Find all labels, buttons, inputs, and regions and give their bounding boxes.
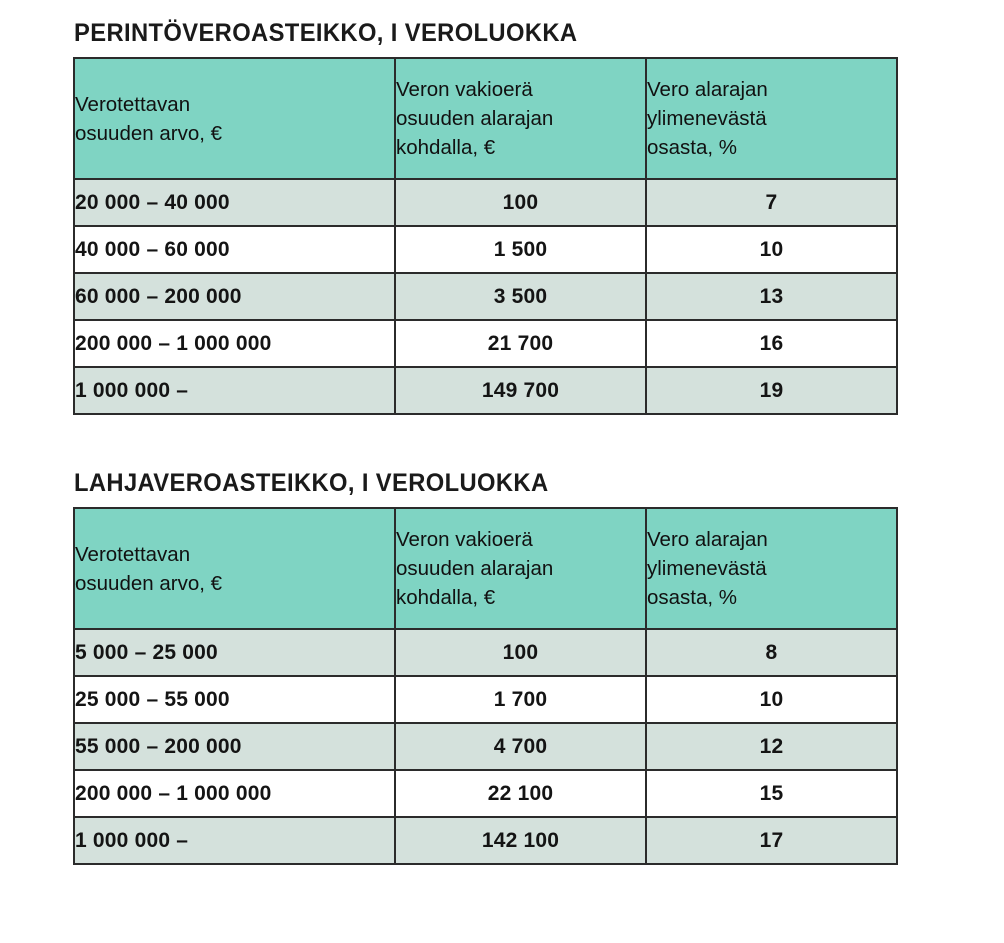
cell-taxable-range: 40 000 – 60 000	[74, 226, 395, 273]
cell-marginal-rate: 8	[646, 629, 897, 676]
cell-taxable-range: 200 000 – 1 000 000	[74, 320, 395, 367]
header-line: Vero alarajan	[647, 78, 768, 101]
table-row	[74, 179, 897, 226]
table-row	[74, 273, 897, 320]
table-row	[74, 629, 897, 676]
cell-taxable-range: 20 000 – 40 000	[74, 179, 395, 226]
table-row	[74, 817, 897, 864]
cell-taxable-range: 55 000 – 200 000	[74, 723, 395, 770]
header-line: osuuden alarajan	[396, 107, 554, 130]
table-row	[74, 367, 897, 414]
table-header-row	[74, 508, 897, 629]
cell-taxable-range: 1 000 000 –	[74, 367, 395, 414]
header-line: osuuden arvo, €	[75, 121, 223, 145]
cell-base-tax: 1 700	[395, 676, 646, 723]
table-header-row	[74, 58, 897, 179]
header-line: osasta, %	[647, 136, 738, 159]
cell-marginal-rate: 13	[646, 273, 897, 320]
gift-tax-table-block	[73, 468, 896, 865]
inheritance-tax-table	[73, 57, 898, 415]
cell-taxable-range: 200 000 – 1 000 000	[74, 770, 395, 817]
inheritance-tax-table-block	[73, 18, 896, 415]
cell-base-tax: 4 700	[395, 723, 646, 770]
table-header-inheritance	[74, 58, 897, 179]
table-body-gift	[74, 629, 897, 864]
column-header-marginal-rate	[646, 58, 897, 179]
table-row	[74, 320, 897, 367]
cell-marginal-rate: 10	[646, 226, 897, 273]
header-line: Vero alarajan	[647, 528, 768, 551]
cell-base-tax: 100	[395, 629, 646, 676]
header-line: osuuden alarajan	[396, 557, 554, 580]
cell-base-tax: 22 100	[395, 770, 646, 817]
table-row	[74, 770, 897, 817]
cell-base-tax: 21 700	[395, 320, 646, 367]
column-header-base-tax	[395, 508, 646, 629]
table-row	[74, 723, 897, 770]
cell-marginal-rate: 16	[646, 320, 897, 367]
header-line: kohdalla, €	[396, 136, 496, 159]
cell-taxable-range: 1 000 000 –	[74, 817, 395, 864]
cell-marginal-rate: 12	[646, 723, 897, 770]
cell-marginal-rate: 7	[646, 179, 897, 226]
cell-marginal-rate: 17	[646, 817, 897, 864]
cell-marginal-rate: 10	[646, 676, 897, 723]
column-header-base-tax	[395, 58, 646, 179]
table-row	[74, 226, 897, 273]
cell-base-tax: 1 500	[395, 226, 646, 273]
column-header-taxable-value	[74, 508, 395, 629]
cell-taxable-range: 60 000 – 200 000	[74, 273, 395, 320]
header-line: ylimenevästä	[647, 557, 767, 580]
cell-base-tax: 149 700	[395, 367, 646, 414]
page-title-gift: LAHJAVEROASTEIKKO, I VEROLUOKKA	[74, 469, 549, 497]
header-line: osasta, %	[647, 586, 738, 609]
cell-base-tax: 142 100	[395, 817, 646, 864]
header-line: Veron vakioerä	[396, 78, 533, 101]
cell-taxable-range: 5 000 – 25 000	[74, 629, 395, 676]
header-line: ylimenevästä	[647, 107, 767, 130]
table-body-inheritance	[74, 179, 897, 414]
cell-marginal-rate: 19	[646, 367, 897, 414]
header-line: Verotettavan	[75, 92, 191, 116]
table-row	[74, 676, 897, 723]
header-line: osuuden arvo, €	[75, 571, 223, 595]
cell-base-tax: 100	[395, 179, 646, 226]
column-header-taxable-value	[74, 58, 395, 179]
cell-marginal-rate: 15	[646, 770, 897, 817]
header-line: Verotettavan	[75, 542, 191, 566]
header-line: Veron vakioerä	[396, 528, 533, 551]
cell-base-tax: 3 500	[395, 273, 646, 320]
gift-tax-table	[73, 507, 898, 865]
table-header-gift	[74, 508, 897, 629]
page-title-inheritance: PERINTÖVEROASTEIKKO, I VEROLUOKKA	[74, 19, 578, 47]
column-header-marginal-rate	[646, 508, 897, 629]
cell-taxable-range: 25 000 – 55 000	[74, 676, 395, 723]
header-line: kohdalla, €	[396, 586, 496, 609]
